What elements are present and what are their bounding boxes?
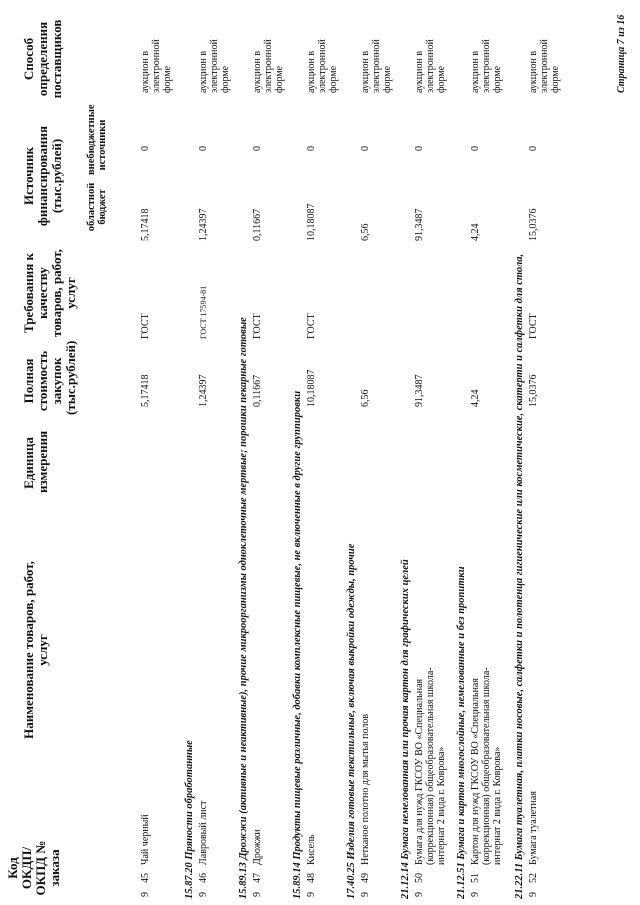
item-name: Бумага для нужд ГКСОУ ВО «Специальная (коррекционная) общеобразовательная школа-интернат 2 вида г. Коврова» — [414, 667, 447, 865]
item-name: Бумага туалетная — [528, 791, 539, 865]
group-heading — [514, 254, 526, 899]
procurement-method: аукцион в электронной форме — [414, 39, 447, 93]
funding-other: 0 — [360, 146, 371, 151]
procurement-method: аукцион в электронной форме — [306, 39, 339, 93]
total-cost: 15,0376 — [528, 374, 539, 407]
funding-regional: 6,56 — [360, 223, 371, 241]
order-section: 9 — [252, 892, 263, 897]
procurement-method: аукцион в электронной форме — [528, 39, 561, 93]
item-name: Лавровый лист — [198, 800, 209, 865]
quality-requirement: ГОСТ — [528, 313, 539, 339]
group-heading — [400, 559, 412, 899]
header-unit: Единица измерения — [21, 430, 50, 493]
funding-regional: 15,0376 — [528, 208, 539, 241]
item-name: Дрожжи — [252, 829, 263, 865]
page-footer: Страница 7 из 16 — [616, 14, 627, 93]
funding-regional: 4,24 — [470, 223, 481, 241]
group-code: 17.40.25 — [346, 862, 357, 899]
procurement-method: аукцион в электронной форме — [198, 39, 231, 93]
header-funding-regional: областной бюджет — [86, 182, 108, 232]
total-cost: 4,24 — [470, 389, 481, 407]
total-cost: 0,11667 — [252, 374, 263, 407]
header-quality: Требования к качеству товаров, работ, услуг — [21, 249, 78, 337]
group-heading — [292, 391, 304, 899]
funding-regional: 1,24397 — [198, 208, 209, 241]
group-title: Продукты пищевые различные, добавки комплексные пищевые, не включенные в другие группировки — [292, 390, 303, 860]
group-code: 15.89.14 — [292, 862, 303, 899]
total-cost: 5,17418 — [140, 374, 151, 407]
funding-other: 0 — [306, 146, 317, 151]
group-title: Пряности обработанные — [184, 740, 195, 860]
order-section: 9 — [140, 892, 151, 897]
order-section: 9 — [306, 892, 317, 897]
group-heading — [184, 740, 196, 899]
group-code: 21.12.51 — [456, 862, 467, 899]
order-number: 52 — [528, 873, 539, 883]
funding-regional: 91,3487 — [414, 208, 425, 241]
total-cost: 10,18087 — [306, 369, 317, 407]
group-heading — [456, 566, 468, 899]
group-code: 21.22.11 — [514, 862, 525, 899]
procurement-method: аукцион в электронной форме — [252, 39, 285, 93]
group-title: Дрожжи (активные и неактивные), прочие микроорганизмы одноклеточные мертвые; порошки пекарные готовые — [238, 317, 249, 860]
funding-other: 0 — [252, 146, 263, 151]
order-section: 9 — [470, 892, 481, 897]
header-name: Наименование товаров, работ, услуг — [21, 561, 50, 739]
procurement-method: аукцион в электронной форме — [360, 39, 393, 93]
item-name: Нетканое полотно для мытья полов — [360, 713, 371, 865]
order-number: 45 — [140, 873, 151, 883]
quality-requirement: ГОСТ — [252, 313, 263, 339]
order-number: 50 — [414, 873, 425, 883]
item-name: Кисель — [306, 834, 317, 865]
group-heading — [346, 544, 358, 899]
order-section: 9 — [528, 892, 539, 897]
header-total: Полная стоимость закупок (тыс.рублей) — [21, 340, 78, 415]
funding-other: 0 — [528, 146, 539, 151]
header-funding-other: внебюджетные источники — [86, 104, 108, 175]
group-code: 21.12.14 — [400, 862, 411, 899]
quality-requirement: ГОСТ — [140, 313, 151, 339]
order-section: 9 — [360, 892, 371, 897]
group-title: Бумага и картон многослойные, немелованные и без пропитки — [456, 566, 467, 860]
funding-other: 0 — [198, 146, 209, 151]
order-number: 47 — [252, 873, 263, 883]
header-method: Способ определения поставщиков — [21, 19, 64, 99]
funding-other: 0 — [140, 146, 151, 151]
order-number: 46 — [198, 873, 209, 883]
total-cost: 6,56 — [360, 389, 371, 407]
order-number: 48 — [306, 873, 317, 883]
funding-other: 0 — [414, 146, 425, 151]
group-title: Бумага туалетная, платки носовые, салфетки и полотенца гигиенические или косметические, скатерти и салфетки для стола, — [514, 253, 525, 861]
order-section: 9 — [198, 892, 209, 897]
funding-regional: 0,11667 — [252, 208, 263, 241]
item-name: Чай черный — [140, 814, 151, 865]
header-funding: Источник финансирования (тыс.рублей) — [21, 125, 64, 227]
funding-regional: 10,18087 — [306, 203, 317, 241]
total-cost: 91,3487 — [414, 374, 425, 407]
item-name: Картон для нужд ГКСОУ ВО «Специальная (коррекционная) общеобразовательная школа-интернат 2 вида г. Коврова» — [470, 667, 503, 865]
group-code: 15.89.13 — [238, 862, 249, 899]
group-title: Изделия готовые текстильные, включая выкройки одежды, прочие — [346, 543, 357, 860]
total-cost: 1,24397 — [198, 374, 209, 407]
funding-other: 0 — [470, 146, 481, 151]
procurement-method: аукцион в электронной форме — [470, 39, 503, 93]
procurement-method: аукцион в электронной форме — [140, 39, 173, 93]
quality-requirement: ГОСТ 17594-81 — [199, 285, 208, 339]
group-title: Бумага немелованная или прочая картон для графических целей — [400, 559, 411, 860]
group-code: 15.87.20 — [184, 862, 195, 899]
funding-regional: 5,17418 — [140, 208, 151, 241]
order-section: 9 — [414, 892, 425, 897]
header-code: Код ОКДП/ ОКПД № заказа — [5, 840, 62, 896]
group-heading — [238, 317, 250, 899]
order-number: 49 — [360, 873, 371, 883]
order-number: 51 — [470, 873, 481, 883]
quality-requirement: ГОСТ — [306, 313, 317, 339]
